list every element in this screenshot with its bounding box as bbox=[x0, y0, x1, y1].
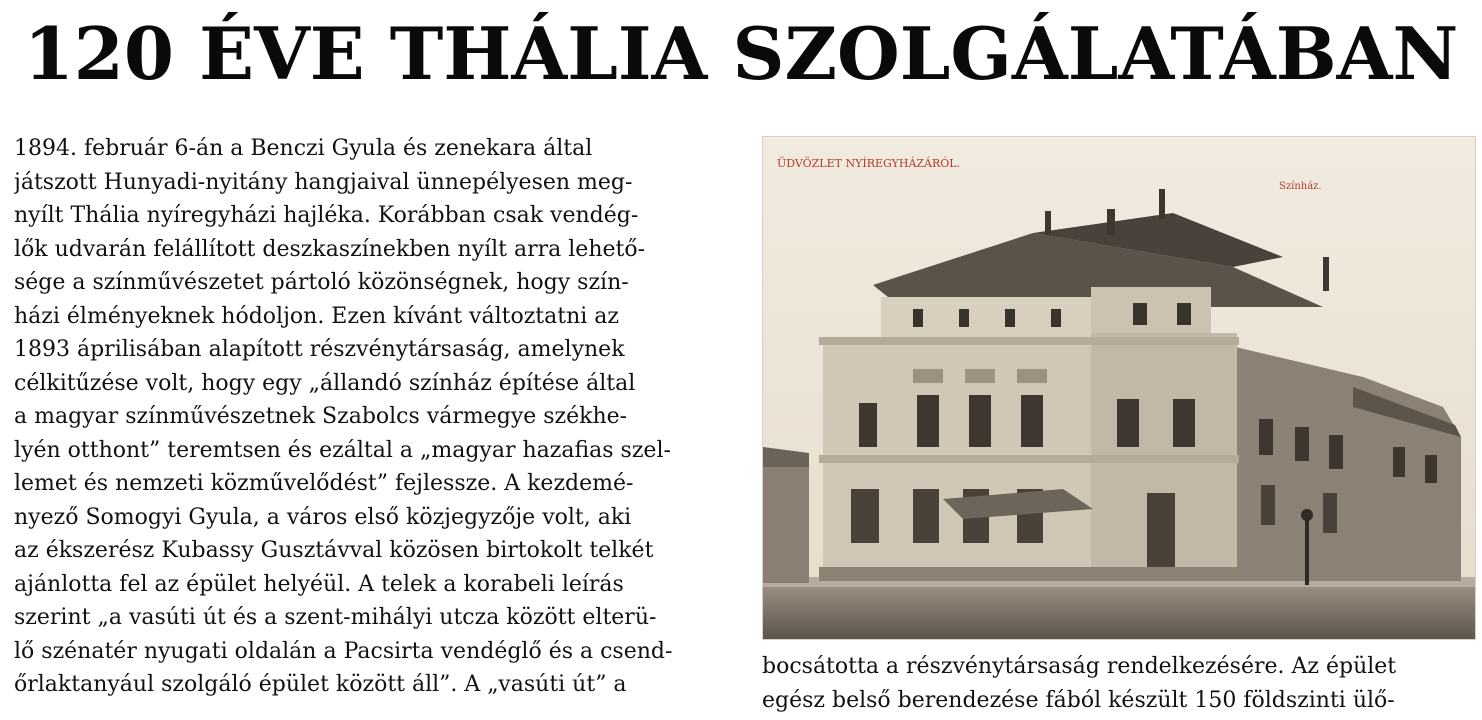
text-line: lyén otthont” teremtsen és ezáltal a „magyar hazafias szel- bbox=[14, 437, 671, 463]
headline: 120 ÉVE THÁLIA SZOLGÁLATÁBAN bbox=[23, 11, 1459, 96]
postcard-caption: ÜDVÖZLET NYÍREGYHÁZÁRÓL. bbox=[777, 157, 961, 170]
theatre-photo bbox=[762, 136, 1476, 640]
text-line: ajánlotta fel az épület helyéül. A telek a korabeli leírás bbox=[14, 571, 624, 597]
text-line: házi élményeknek hódoljon. Ezen kívánt változtatni az bbox=[14, 303, 620, 329]
text-line: őrlaktanyául szolgáló épület között áll”. A „vasúti út” a bbox=[14, 672, 627, 697]
text-line: egész belső berendezése fából készült 150 földszinti ülő- bbox=[762, 687, 1395, 713]
text-line: nyílt Thália nyíregyházi hajléka. Korábban csak vendég- bbox=[14, 203, 639, 228]
text-line: sége a színművészetet pártoló közönségnek, hogy szín- bbox=[14, 270, 629, 295]
right-column bbox=[762, 650, 1474, 717]
text-line: célkitűzése volt, hogy egy „állandó színház építése által bbox=[14, 370, 636, 396]
text-line: 1893 áprilisában alapított részvénytársaság, amelynek bbox=[14, 337, 625, 362]
text-line: lők udvarán felállított deszkaszínekben nyílt arra lehető- bbox=[14, 236, 646, 262]
text-line: játszott Hunyadi-nyitány hangjaival ünnepélyesen meg- bbox=[14, 169, 633, 195]
text-line: lő szénatér nyugati oldalán a Pacsirta vendéglő és a csend- bbox=[14, 638, 673, 664]
text-line: 1894. február 6-án a Benczi Gyula és zenekara által bbox=[14, 136, 593, 161]
text-line: a magyar színművészetnek Szabolcs vármegye székhe- bbox=[14, 404, 628, 429]
text-line: bocsátotta a részvénytársaság rendelkezésére. Az épület bbox=[762, 654, 1397, 679]
text-line: nyező Somogyi Gyula, a város első közjegyzője volt, aki bbox=[14, 504, 632, 530]
text-line: az ékszerész Kubassy Gusztávval közösen birtokolt telkét bbox=[14, 538, 654, 563]
postcard-label: Színház. bbox=[1279, 181, 1322, 192]
text-line: szerint „a vasúti út és a szent-mihályi utcza között elterü- bbox=[14, 605, 657, 630]
left-column bbox=[14, 132, 740, 702]
text-line: lemet és nemzeti közművelődést” fejlessze. A kezdemé- bbox=[14, 471, 634, 496]
